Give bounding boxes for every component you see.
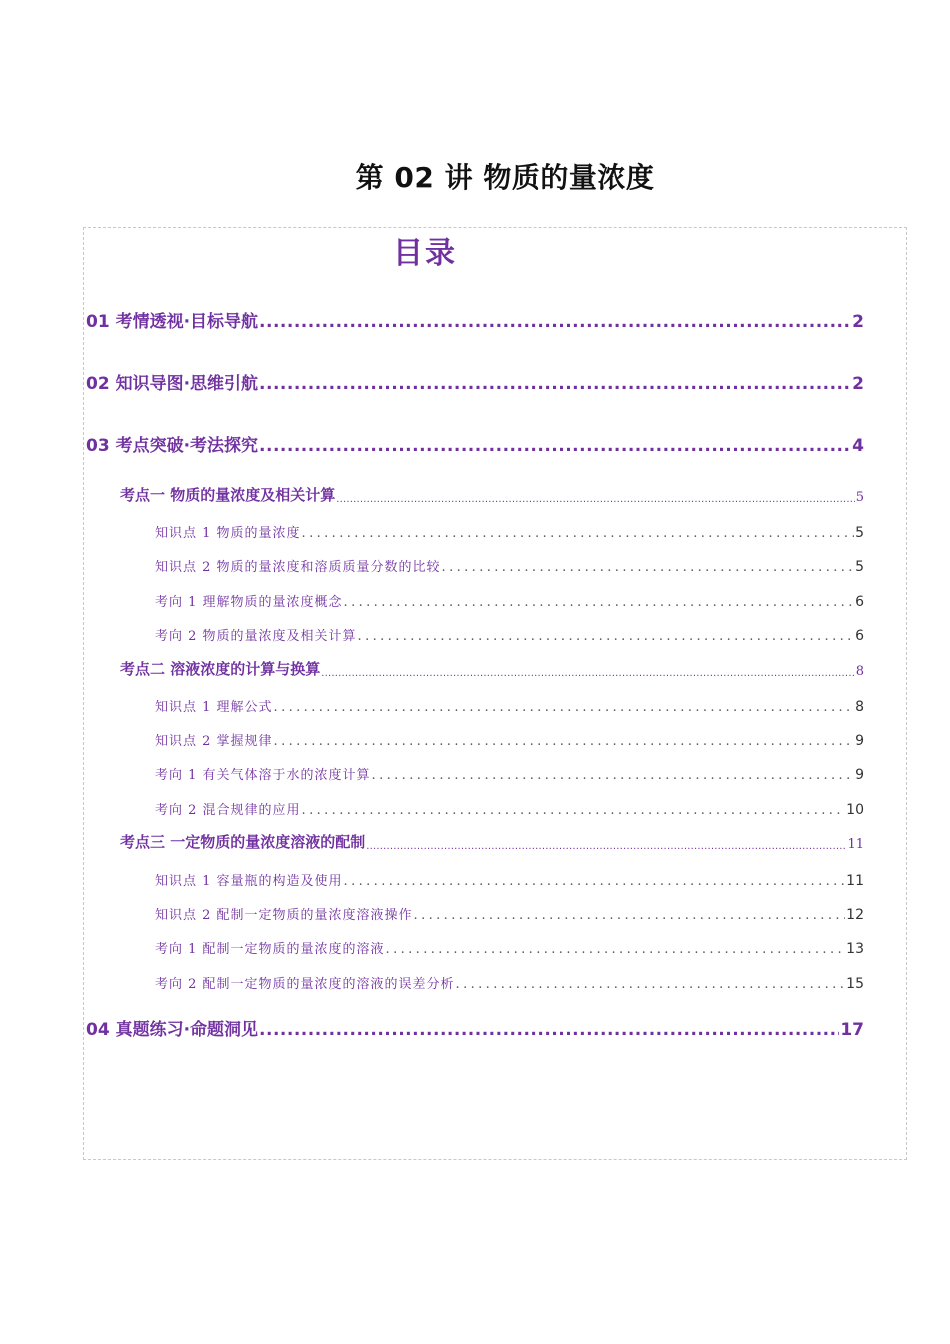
toc-entry-label: 考向 2 配制一定物质的量浓度的溶液的误差分析 bbox=[155, 977, 455, 992]
toc-entry-page: 9 bbox=[855, 733, 864, 749]
toc-entry-page: 5 bbox=[855, 559, 864, 575]
toc-leader-dots bbox=[358, 629, 855, 644]
toc-entry-page: 13 bbox=[846, 941, 864, 957]
toc-entry-page: 17 bbox=[840, 1020, 864, 1040]
toc-leader-dots bbox=[386, 942, 846, 957]
toc-heading: 目录 bbox=[393, 236, 457, 271]
toc-entry-label: 01 考情透视·目标导航 bbox=[86, 312, 259, 332]
toc-entry-label: 考向 1 配制一定物质的量浓度的溶液 bbox=[155, 942, 385, 957]
toc-entry-subtopic[interactable] bbox=[155, 521, 864, 541]
toc-leader-dots bbox=[259, 374, 851, 394]
toc-entry-page: 4 bbox=[852, 436, 864, 456]
toc-entry-subtopic[interactable] bbox=[155, 763, 864, 783]
toc-entry-label: 03 考点突破·考法探究 bbox=[86, 436, 259, 456]
toc-entry-subtopic[interactable] bbox=[155, 590, 864, 610]
toc-entry-label: 考向 1 理解物质的量浓度概念 bbox=[155, 595, 343, 610]
toc-leader-dots bbox=[344, 595, 855, 610]
toc-entry-label: 知识点 2 配制一定物质的量浓度溶液操作 bbox=[155, 908, 413, 923]
toc-entry-label: 02 知识导图·思维引航 bbox=[86, 374, 259, 394]
toc-entry-label: 考点三 一定物质的量浓度溶液的配制 bbox=[120, 833, 366, 851]
toc-leader-dots bbox=[259, 436, 851, 456]
toc-entry-subtopic[interactable] bbox=[155, 798, 864, 818]
toc-entry-topic-2[interactable] bbox=[120, 659, 864, 679]
toc-leader-dots bbox=[302, 526, 855, 541]
toc-entry-label: 知识点 1 容量瓶的构造及使用 bbox=[155, 874, 343, 889]
toc-leader-dots bbox=[259, 312, 851, 332]
toc-entry-label: 知识点 2 掌握规律 bbox=[155, 734, 273, 749]
toc-entry-page: 2 bbox=[852, 312, 864, 332]
toc-leader-dots bbox=[372, 768, 855, 783]
toc-entry-subtopic[interactable] bbox=[155, 937, 864, 957]
toc-entry-page: 11 bbox=[847, 837, 864, 852]
toc-entry-label: 知识点 2 物质的量浓度和溶质质量分数的比较 bbox=[155, 560, 441, 575]
toc-entry-page: 11 bbox=[846, 873, 864, 889]
toc-entry-subtopic[interactable] bbox=[155, 695, 864, 715]
toc-leader-dots bbox=[344, 874, 846, 889]
toc-entry-page: 6 bbox=[855, 594, 864, 610]
toc-entry-label: 知识点 1 理解公式 bbox=[155, 700, 273, 715]
toc-leader-dots bbox=[456, 977, 846, 992]
toc-entry-page: 8 bbox=[855, 699, 864, 715]
toc-leader-dots bbox=[321, 668, 854, 679]
toc-entry-label: 知识点 1 物质的量浓度 bbox=[155, 526, 301, 541]
toc-leader-dots bbox=[442, 560, 855, 575]
toc-entry-page: 2 bbox=[852, 374, 864, 394]
toc-entry-section-04[interactable] bbox=[86, 1016, 864, 1040]
toc-leader-dots bbox=[366, 841, 846, 852]
toc-entry-label: 考向 2 混合规律的应用 bbox=[155, 803, 301, 818]
toc-entry-subtopic[interactable] bbox=[155, 972, 864, 992]
toc-entry-topic-1[interactable] bbox=[120, 485, 864, 505]
toc-entry-section-01[interactable] bbox=[86, 308, 864, 332]
toc-leader-dots bbox=[259, 1020, 839, 1040]
toc-entry-subtopic[interactable] bbox=[155, 903, 864, 923]
toc-entry-page: 9 bbox=[855, 767, 864, 783]
toc-entry-page: 15 bbox=[846, 976, 864, 992]
toc-entry-page: 6 bbox=[855, 628, 864, 644]
toc-entry-subtopic[interactable] bbox=[155, 869, 864, 889]
document-title: 第 02 讲 物质的量浓度 bbox=[355, 161, 655, 194]
toc-entry-page: 10 bbox=[846, 802, 864, 818]
toc-entry-subtopic[interactable] bbox=[155, 555, 864, 575]
toc-leader-dots bbox=[414, 908, 846, 923]
toc-entry-section-03[interactable] bbox=[86, 432, 864, 456]
toc-entry-label: 考点一 物质的量浓度及相关计算 bbox=[120, 486, 336, 504]
toc-entry-subtopic[interactable] bbox=[155, 729, 864, 749]
toc-entry-subtopic[interactable] bbox=[155, 624, 864, 644]
toc-leader-dots bbox=[302, 803, 846, 818]
toc-entry-label: 考向 2 物质的量浓度及相关计算 bbox=[155, 629, 357, 644]
toc-entry-topic-3[interactable] bbox=[120, 832, 864, 852]
toc-entry-page: 12 bbox=[846, 907, 864, 923]
toc-leader-dots bbox=[336, 494, 854, 505]
toc-entry-page: 8 bbox=[855, 664, 864, 679]
toc-leader-dots bbox=[274, 700, 855, 715]
toc-entry-label: 考向 1 有关气体溶于水的浓度计算 bbox=[155, 768, 371, 783]
toc-entry-label: 考点二 溶液浓度的计算与换算 bbox=[120, 660, 321, 678]
toc-entry-section-02[interactable] bbox=[86, 370, 864, 394]
toc-leader-dots bbox=[274, 734, 855, 749]
toc-entry-page: 5 bbox=[855, 490, 864, 505]
toc-entry-page: 5 bbox=[855, 525, 864, 541]
toc-entry-label: 04 真题练习·命题洞见 bbox=[86, 1020, 259, 1040]
